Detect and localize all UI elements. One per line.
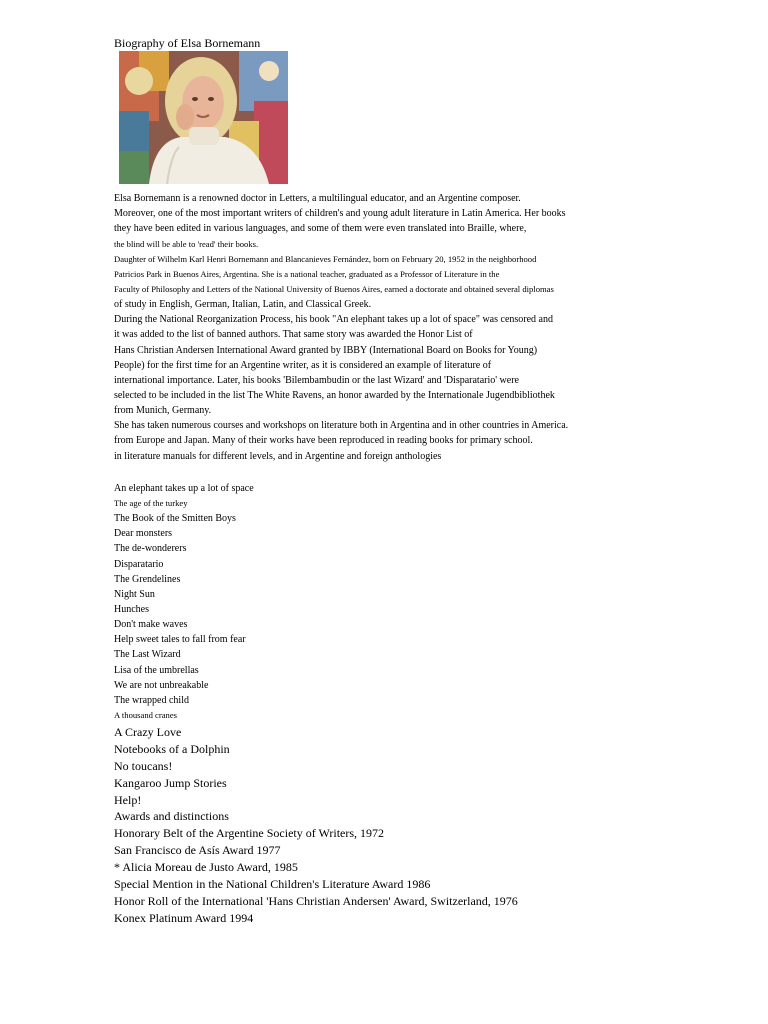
award-item: Honorary Belt of the Argentine Society of Writers, 1972 — [114, 826, 385, 840]
list-item: No toucans! — [114, 759, 173, 773]
awards-heading: Awards and distinctions — [114, 809, 229, 823]
page-title: Biography of Elsa Bornemann — [114, 36, 261, 50]
list-item: Help sweet tales to fall from fear — [114, 634, 246, 645]
bio-line: of study in English, German, Italian, Latin, and Classical Greek. — [114, 299, 372, 310]
award-item: San Francisco de Asís Award 1977 — [114, 843, 281, 857]
list-item: Night Sun — [114, 589, 155, 600]
bio-line: Hans Christian Andersen International Award granted by IBBY (International Board on Books for Young) — [114, 345, 538, 356]
bio-line: Patricios Park in Buenos Aires, Argentina. She is a national teacher, graduated as a Professor of Literature in the — [114, 269, 500, 279]
bio-line: She has taken numerous courses and workshops on literature both in Argentina and in other countries in America. — [114, 420, 569, 431]
bio-line: People) for the first time for an Argentine writer, as it is considered an example of literature of — [114, 360, 492, 371]
list-item: Kangaroo Jump Stories — [114, 776, 227, 790]
bio-line: from Europe and Japan. Many of their works have been reproduced in reading books for primary school. — [114, 435, 533, 446]
list-item: The wrapped child — [114, 695, 189, 706]
list-item: The Book of the Smitten Boys — [114, 513, 236, 524]
list-item: A Crazy Love — [114, 725, 182, 739]
list-item: We are not unbreakable — [114, 680, 209, 691]
bio-line: Daughter of Wilhelm Karl Henri Bornemann and Blancanieves Fernández, born on February 20, 1952 in the neighborhood — [114, 254, 537, 264]
list-item: The age of the turkey — [114, 498, 188, 508]
bio-line: they have been edited in various languages, and some of them were even translated into Braille, where, — [114, 223, 527, 234]
author-photo — [119, 51, 288, 184]
list-item: Hunches — [114, 604, 149, 615]
list-item: The Grendelines — [114, 574, 181, 585]
list-item: Don't make waves — [114, 619, 188, 630]
bio-line: international importance. Later, his books 'Bilembambudin or the last Wizard' and 'Disparatario' were — [114, 375, 519, 386]
bio-line: During the National Reorganization Process, his book "An elephant takes up a lot of space" was censored and — [114, 314, 553, 325]
bio-line: selected to be included in the list The White Ravens, an honor awarded by the Internationale Jugendbibliothek — [114, 390, 555, 401]
award-item: * Alicia Moreau de Justo Award, 1985 — [114, 860, 298, 874]
bio-line: Moreover, one of the most important writers of children's and young adult literature in Latin America. Her books — [114, 208, 566, 219]
list-item: Dear monsters — [114, 528, 173, 539]
list-item: A thousand cranes — [114, 710, 178, 720]
list-item: The Last Wizard — [114, 649, 181, 660]
bio-line: in literature manuals for different levels, and in Argentine and foreign anthologies — [114, 451, 442, 462]
list-item: Notebooks of a Dolphin — [114, 742, 230, 756]
bio-line: from Munich, Germany. — [114, 405, 212, 416]
list-item: The de-wonderers — [114, 543, 187, 554]
award-item: Special Mention in the National Children's Literature Award 1986 — [114, 877, 431, 891]
bio-line: Elsa Bornemann is a renowned doctor in Letters, a multilingual educator, and an Argentine composer. — [114, 193, 521, 204]
list-item: Lisa of the umbrellas — [114, 665, 199, 676]
list-item: Disparatario — [114, 559, 164, 570]
list-item: An elephant takes up a lot of space — [114, 483, 254, 494]
list-item: Help! — [114, 793, 142, 807]
bio-line: the blind will be able to 'read' their books. — [114, 239, 259, 249]
award-item: Honor Roll of the International 'Hans Christian Andersen' Award, Switzerland, 1976 — [114, 894, 518, 908]
award-item: Konex Platinum Award 1994 — [114, 911, 254, 925]
bio-line: Faculty of Philosophy and Letters of the National University of Buenos Aires, earned a doctorate and obtained several diplomas — [114, 284, 554, 294]
bio-line: it was added to the list of banned authors. That same story was awarded the Honor List of — [114, 329, 473, 340]
